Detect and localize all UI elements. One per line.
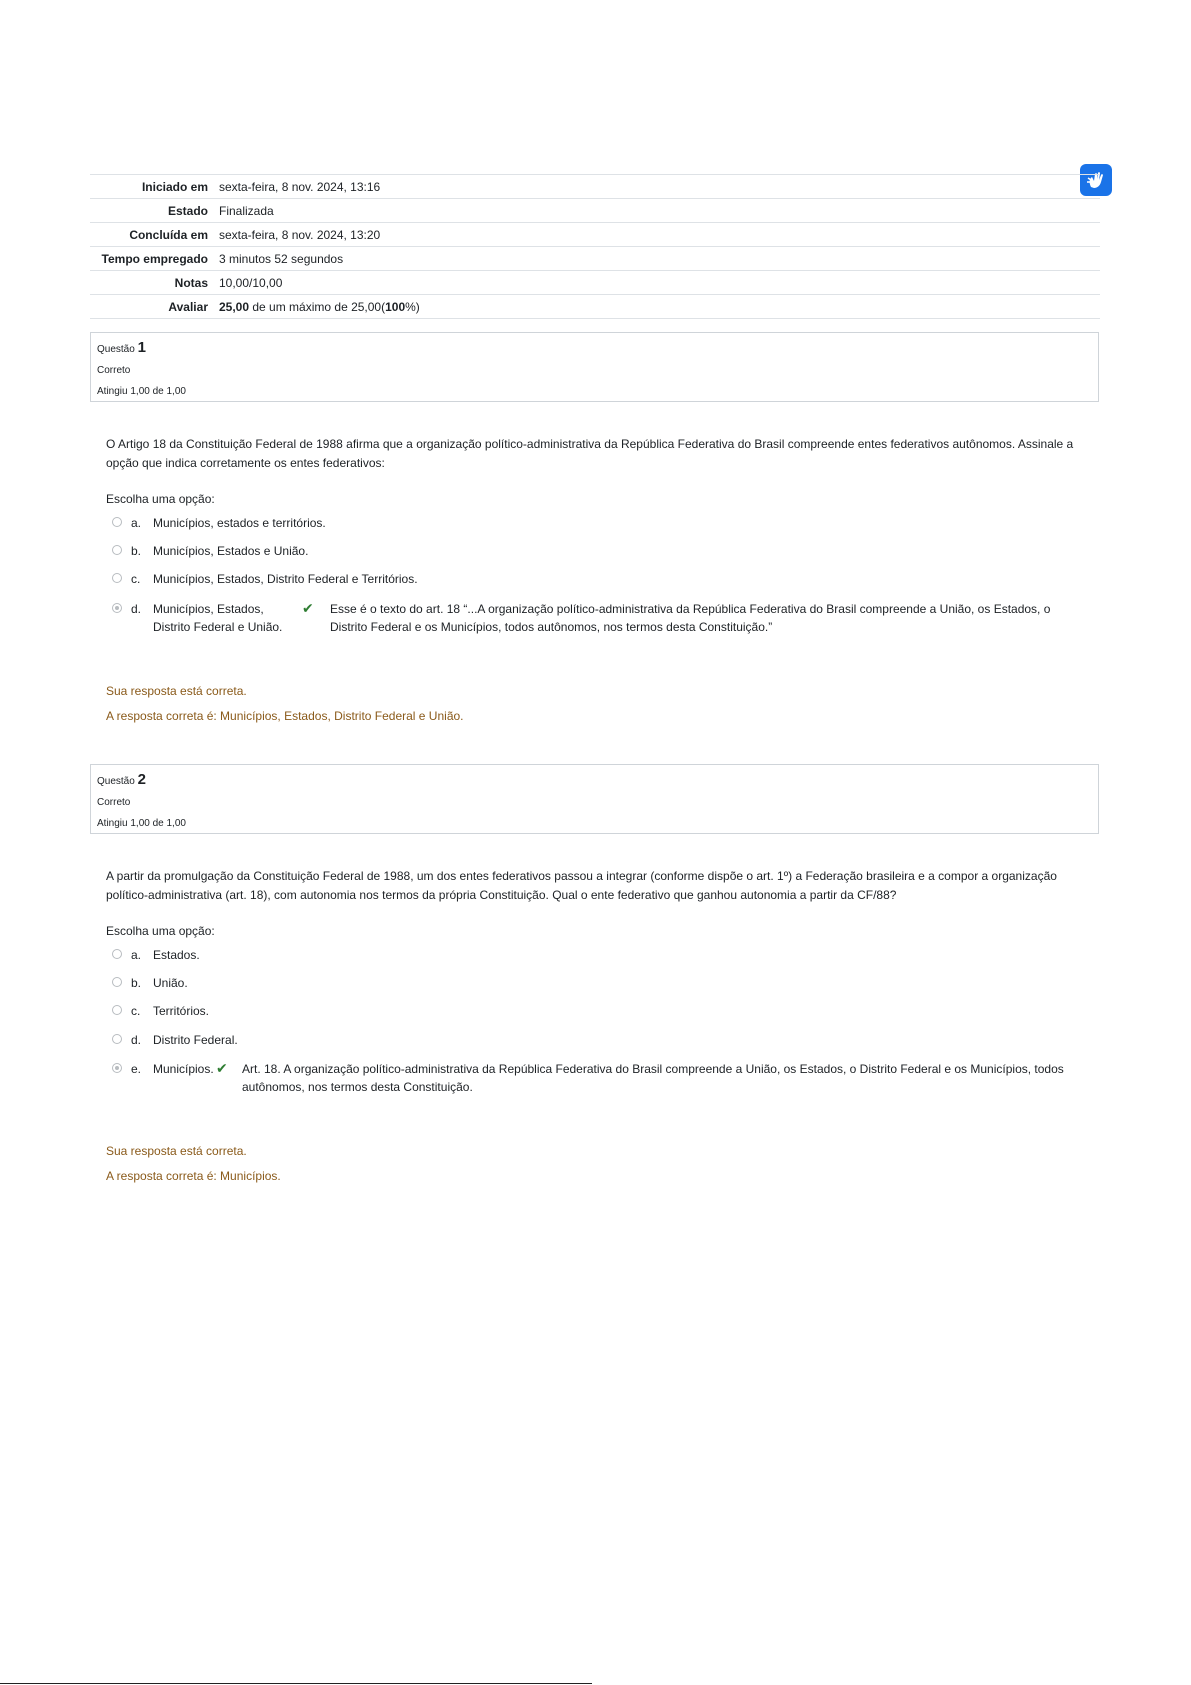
radio-button[interactable] [112,573,122,583]
option-letter: b. [131,976,142,990]
option-letter: a. [131,948,142,962]
summary-value [219,295,1100,319]
option-feedback: Esse é o texto do art. 18 “...A organização político-administrativa da República Federativa do Brasil compreende a União, os Estados, o Distrito Federal e os Municípios, todos autônomos, nos termos desta Constituição.” [330,602,1051,634]
grade-text: de um máximo de 25,00( [249,300,386,314]
summary-value: 3 minutos 52 segundos [219,247,1100,271]
option-letter: c. [131,572,141,586]
summary-value: 10,00/10,00 [219,271,1100,295]
question-points: Atingiu 1,00 de 1,00 [97,386,186,397]
grade-suffix: %) [405,300,420,314]
summary-row-grade [90,295,1100,319]
summary-label: Tempo empregado [90,247,219,271]
question-status: Correto [97,365,131,376]
summary-label: Avaliar [90,295,219,319]
attempt-summary-table [90,174,1100,319]
answer-prompt: Escolha uma opção: [106,492,215,506]
option-label: Distrito Federal. [153,1033,238,1047]
radio-button[interactable] [112,1005,122,1015]
option-feedback: Art. 18. A organização político-administrativa da República Federativa do Brasil compreende a União, os Estados, o Distrito Federal e os Municípios, todos autônomos, nos termos desta Constituição. [242,1062,1064,1094]
radio-button[interactable] [112,977,122,987]
summary-row-marks [90,271,1100,295]
option-letter: d. [131,602,142,616]
question-number [97,769,1092,792]
question-number-value: 1 [137,339,146,356]
option-label: Municípios, Estados e União. [153,544,309,558]
question-points: Atingiu 1,00 de 1,00 [97,818,186,829]
option-label: Municípios, Estados, Distrito Federal e União. [153,602,283,634]
option-label: União. [153,976,188,990]
radio-button[interactable] [112,545,122,555]
option-label: Municípios, Estados, Distrito Federal e Territórios. [153,572,418,586]
option-letter: e. [131,1062,142,1076]
radio-button-checked[interactable] [112,1063,122,1073]
outcome-message: Sua resposta está correta. [106,684,247,698]
page-divider [0,1683,592,1684]
summary-value: sexta-feira, 8 nov. 2024, 13:20 [219,223,1100,247]
summary-row-started [90,175,1100,199]
option-letter: b. [131,544,142,558]
question-info-box [90,332,1099,402]
option-letter: c. [131,1004,141,1018]
right-answer: A resposta correta é: Municípios. [106,1169,281,1183]
question-number [97,337,1092,360]
correct-check-icon: ✔ [216,1060,228,1076]
answer-option-selected[interactable] [112,600,1092,640]
grade-score: 25,00 [219,300,250,314]
radio-button[interactable] [112,1034,122,1044]
grade-percent: 100 [385,300,406,314]
question-status: Correto [97,797,131,808]
summary-value: sexta-feira, 8 nov. 2024, 13:16 [219,175,1100,199]
summary-label: Estado [90,199,219,223]
option-label: Municípios, estados e territórios. [153,516,326,530]
correct-check-icon: ✔ [302,600,314,616]
option-letter: d. [131,1033,142,1047]
question-label: Questão [97,776,135,787]
right-answer: A resposta correta é: Municípios, Estados, Distrito Federal e União. [106,709,464,723]
question-label: Questão [97,344,135,355]
summary-label: Concluída em [90,223,219,247]
answer-prompt: Escolha uma opção: [106,924,215,938]
radio-button[interactable] [112,949,122,959]
summary-row-time [90,247,1100,271]
option-letter: a. [131,516,142,530]
summary-row-state [90,199,1100,223]
question-text: A partir da promulgação da Constituição Federal de 1988, um dos entes federativos passou a integrar (conforme dispõe o art. 1º) a Federação brasileira e a compor a organização político-administrativa (art. 18), com autonomia nos termos da própria Constituição. Qual o ente federativo que ganhou autonomia a partir da CF/88? [106,869,1057,902]
radio-button[interactable] [112,517,122,527]
radio-button-checked[interactable] [112,603,122,613]
option-label: Territórios. [153,1004,210,1018]
question-text: O Artigo 18 da Constituição Federal de 1988 afirma que a organização político-administrativa da República Federativa do Brasil compreende entes federativos autônomos. Assinale a opção que indica corretamente os entes federativos: [106,437,1074,470]
summary-label: Notas [90,271,219,295]
question-info-box [90,764,1099,834]
summary-row-completed [90,223,1100,247]
answer-option-selected[interactable] [112,1060,1092,1100]
outcome-message: Sua resposta está correta. [106,1144,247,1158]
summary-label: Iniciado em [90,175,219,199]
summary-value: Finalizada [219,199,1100,223]
option-label: Estados. [153,948,200,962]
option-label: Municípios. [153,1062,214,1076]
question-number-value: 2 [137,771,146,788]
